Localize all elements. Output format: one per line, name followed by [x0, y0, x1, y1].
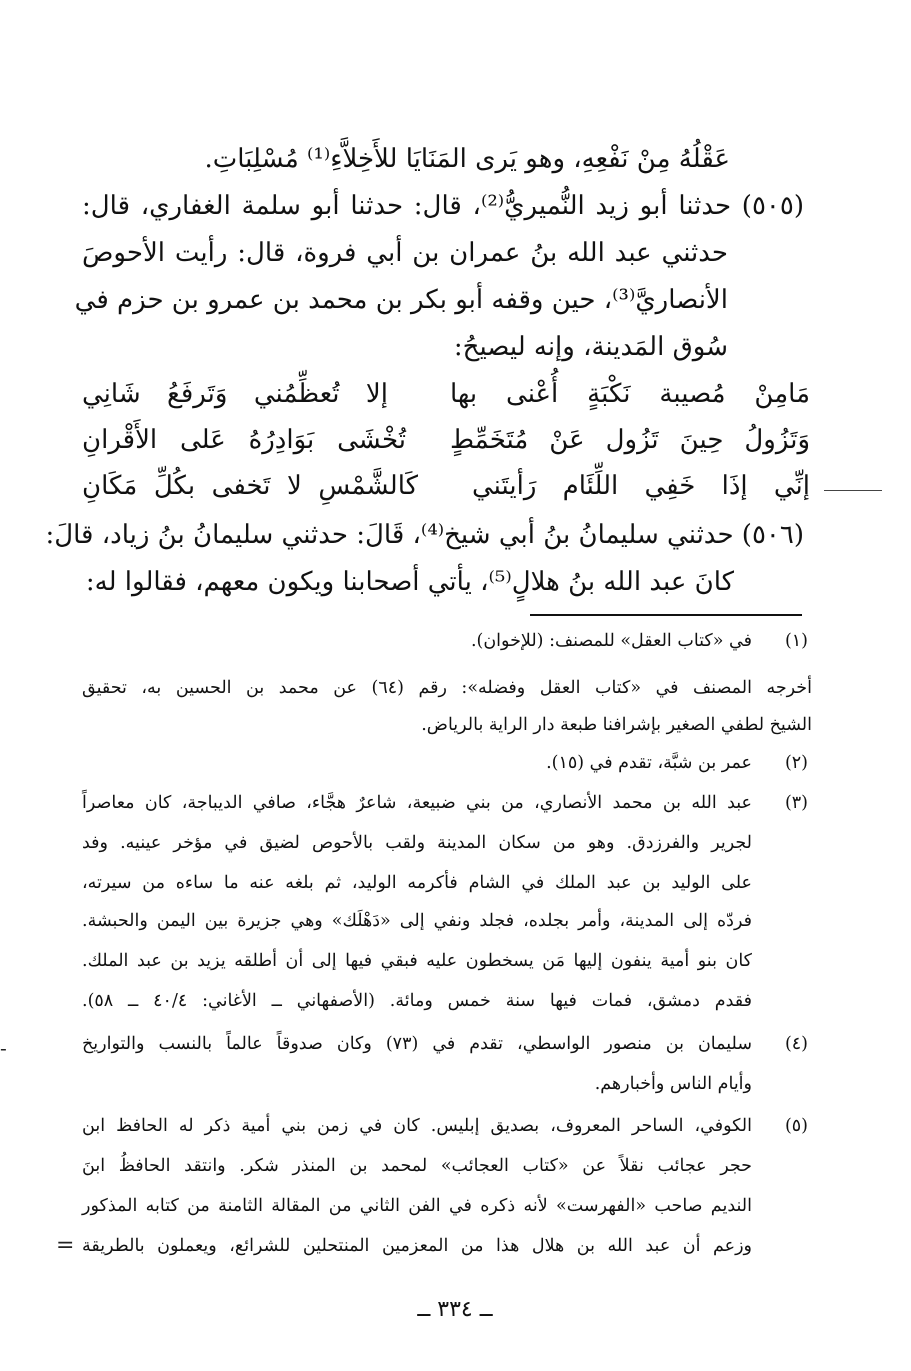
verse-2-second-hemistich: تُخْشَى بَوَادِرُهُ عَلى الأَقْرانِ	[82, 425, 406, 455]
margin-dash-mark	[824, 490, 882, 491]
footnote-4-line-1: سليمان بن منصور الواسطي، تقدم في (٧٣) وكان صدوقاً عالماً بالنسب والتواريخ	[82, 1034, 752, 1054]
footnote-3-line-2: لجرير والفرزدق. وهو من سكان المدينة ولقب بالأحوص لضيق في مؤخر عينيه. وفد	[82, 833, 752, 853]
margin-tick-mark: -	[0, 1036, 7, 1060]
footnote-separator	[530, 614, 802, 616]
footnote-number-5: (٥)	[784, 1116, 808, 1136]
body-line-1: عَقْلُهُ مِنْ نَفْعِهِ، وهو يَرى المَنَايَا للأَخِلاَّءِ⁽¹⁾ مُسْلِبَاتِ.	[204, 144, 730, 174]
footnote-2-line-1: عمر بن شبَّة، تقدم في (١٥).	[546, 753, 752, 773]
footnote-5-line-1: الكوفي، الساحر المعروف، بصديق إبليس. كان في زمن بني أمية ذكر له الحافظ ابن	[82, 1116, 752, 1136]
footnote-3-line-3: على الوليد بن عبد الملك في الشام فأكرمه الوليد، ثم بلغه عنه ما ساءه من سيرته،	[82, 873, 752, 893]
hadith-505-line-1: (٥٠٥) حدثنا أبو زيد النُّميريُّ⁽²⁾، قال: حدثنا أبو سلمة الغفاري، قال:	[82, 191, 805, 221]
hadith-506-line-2: كانَ عبد الله بنُ هلالٍ⁽⁵⁾، يأتي أصحابنا ويكون معهم، فقالوا له:	[85, 567, 734, 597]
footnote-5-line-4: وزعم أن عبد الله بن هلال هذا من المعزمين المنتحلين للشرائع، ويعملون بالطريقة	[82, 1236, 752, 1256]
footnote-3-line-6: فقدم دمشق، فمات فيها سنة خمس ومائة. (الأصفهاني ــ الأغاني: ٤٠/٤ ــ ٥٨).	[82, 991, 753, 1011]
hadith-505-line-3: الأنصاريَّ⁽³⁾، حين وقفه أبو بكر بن محمد بن عمرو بن حزم في	[74, 285, 728, 315]
footnote-number-2: (٢)	[784, 753, 808, 773]
continuation-mark: =	[56, 1233, 75, 1258]
verse-3-first-hemistich: إنِّي إذَا خَفِي اللِّئَام رَأيتَني	[472, 471, 810, 501]
footnote-5-line-2: حجر عجائب نقلاً عن «كتاب العجائب» لمحمد بن المنذر شكر. وانتقد الحافظُ ابنَ	[82, 1156, 752, 1176]
footnote-3-line-5: كان بنو أمية ينفون إليها مَن يسخطون عليه فبقي فيها إلى أن أطلقه يزيد بن عبد الملك.	[82, 951, 752, 971]
verse-3-second-hemistich: كَالشَّمْسِ لا تَخفى بكُلِّ مَكَانِ	[82, 471, 418, 501]
page-number: ــ ٣٣٤ ــ	[417, 1297, 493, 1322]
hadith-505-line-4: سُوق المَدينة، وإنه ليصيحُ:	[453, 332, 728, 362]
footnote-1b-line-1: أخرجه المصنف في «كتاب العقل وفضله»: رقم (٦٤) عن محمد بن الحسين به، تحقيق	[82, 678, 812, 698]
footnote-4-line-2: وأيام الناس وأخبارهم.	[594, 1074, 752, 1094]
footnote-1-line-1: في «كتاب العقل» للمصنف: (للإخوان).	[470, 631, 752, 651]
footnote-number-3: (٣)	[784, 793, 808, 813]
verse-1-second-hemistich: إلا تُعظِّمُني وَتَرفَعُ شَانِي	[82, 379, 388, 409]
footnote-number-1: (١)	[784, 631, 808, 651]
footnote-3-line-4: فردّه إلى المدينة، وأمر بجلده، فجلد ونفي إلى «دَهْلَك» وهي جزيرة بين اليمن والحبشة.	[82, 911, 752, 931]
hadith-505-line-2: حدثني عبد الله بنُ عمران بن أبي فروة، قال: رأيت الأحوصَ	[82, 238, 729, 268]
footnote-3-line-1: عبد الله بن محمد الأنصاري، من بني ضبيعة، شاعرٌ هجَّاء، صافي الديباجة، كان معاصراً	[82, 793, 752, 813]
hadith-506-line-1: (٥٠٦) حدثني سليمانُ بنُ أبي شيخ⁽⁴⁾، قَالَ: حدثني سليمانُ بنُ زياد، قالَ:	[45, 520, 804, 550]
footnote-5-line-3: النديم صاحب «الفهرست» لأنه ذكره في الفن الثاني من المقالة الثامنة من كتابه المذكور	[82, 1196, 752, 1216]
footnote-1b-line-2: الشيخ لطفي الصغير بإشرافنا طبعة دار الراية بالرياض.	[421, 715, 812, 735]
footnote-number-4: (٤)	[784, 1034, 808, 1054]
verse-2-first-hemistich: وَتَزُولُ حِينَ تَزُول عَنْ مُتَخَمِّطٍ	[450, 425, 810, 455]
verse-1-first-hemistich: مَامِنْ مُصيبة نَكْبَةٍ أُعْنى بها	[450, 379, 810, 409]
